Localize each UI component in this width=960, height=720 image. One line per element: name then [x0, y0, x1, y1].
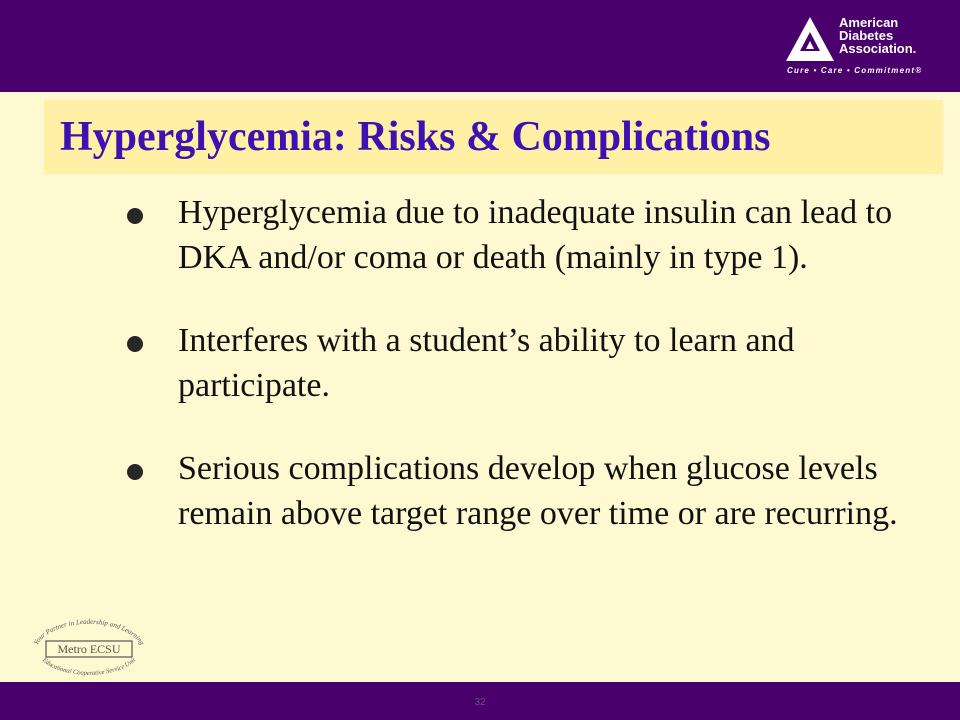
header-bar	[0, 0, 960, 92]
svg-text:Educational Cooperative Servic	[40, 656, 137, 677]
bullet-dot-icon	[127, 208, 143, 224]
slide-number: 32	[474, 697, 486, 708]
metro-ecsu-logo	[24, 608, 154, 680]
slide-title: Hyperglycemia: Risks & Complications	[60, 114, 771, 160]
ada-logo	[785, 16, 945, 86]
ada-triangle-icon	[785, 16, 835, 62]
ada-name	[839, 16, 916, 55]
footer-bar	[0, 682, 960, 720]
ada-name-line-1: American	[839, 15, 899, 30]
ada-tagline: Cure • Care • Commitment®	[787, 66, 923, 75]
bullet-text: Hyperglycemia due to inadequate insulin can lead to DKA and/or coma or death (mainly in type 1).	[178, 194, 893, 276]
title-box	[44, 100, 943, 174]
bullet-text: Interferes with a student’s ability to learn and participate.	[178, 322, 795, 404]
bullet-item	[120, 190, 920, 280]
bullet-list	[120, 190, 920, 536]
ecsu-arc-bottom-text: Educational Cooperative Service Unit	[41, 656, 138, 677]
bullet-text: Serious complications develop when glucose levels remain above target range over time or are recurring.	[178, 450, 898, 532]
ada-name-line-2: Diabetes	[839, 28, 894, 43]
bullet-dot-icon	[127, 464, 143, 480]
bullet-item	[120, 318, 920, 408]
ada-name-line-3: Association.	[839, 41, 917, 56]
ecsu-name-text: Metro ECSU	[57, 642, 121, 656]
ecsu-arc-top-text: Your Partner in Leadership and Learning	[32, 617, 146, 647]
bullet-dot-icon	[127, 336, 143, 352]
bullet-item	[120, 446, 920, 536]
